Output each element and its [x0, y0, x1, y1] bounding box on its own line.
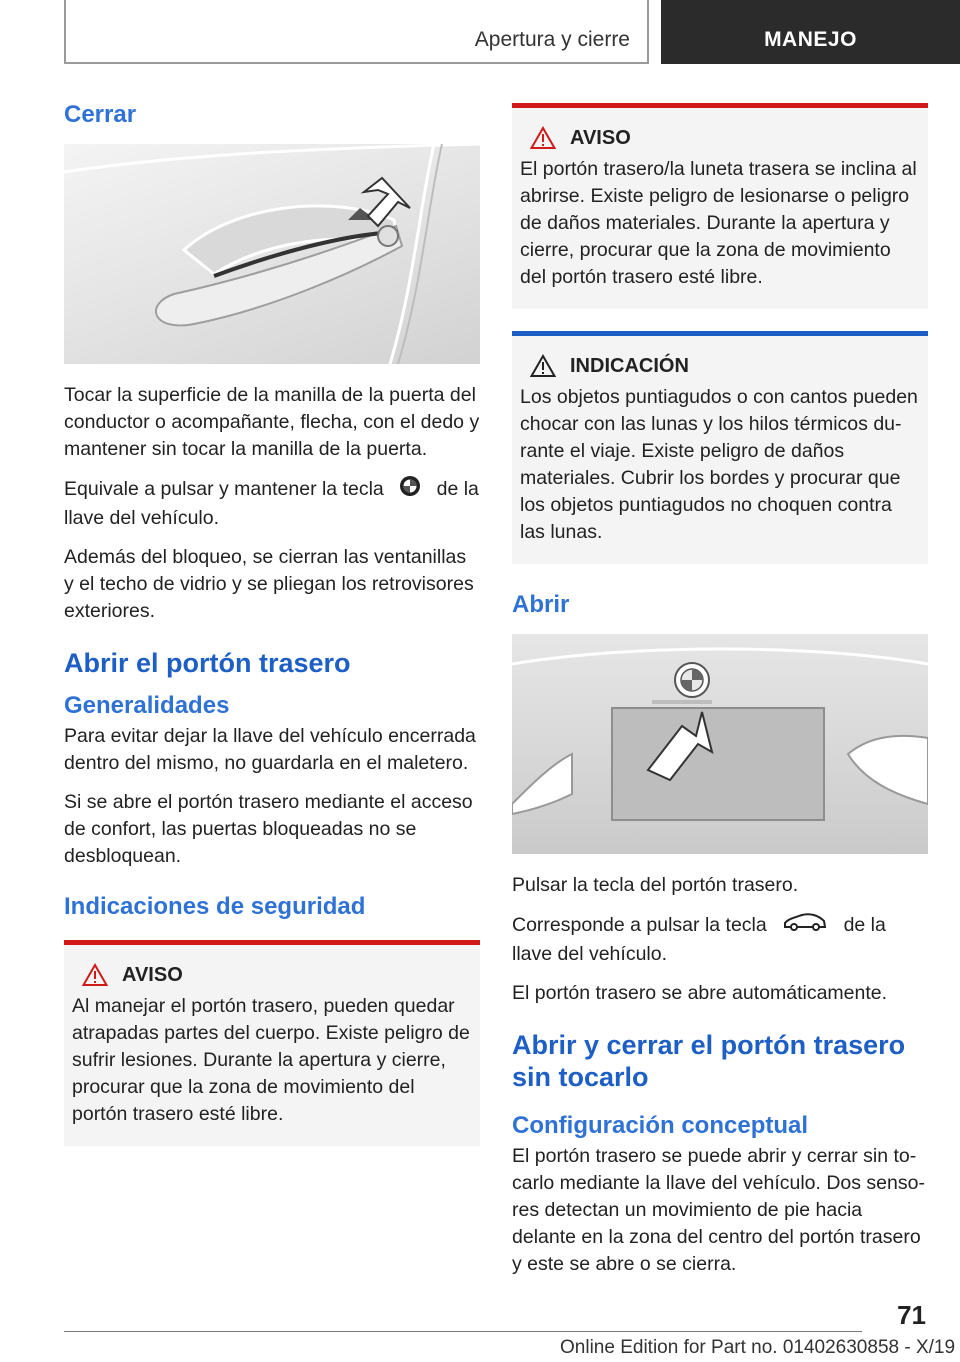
abrir-paragraph-2: [512, 911, 928, 968]
footer-edition: Online Edition for Part no. 01402630858 - X/19: [560, 1337, 956, 1358]
abrir-paragraph-2-before: Corresponde a pulsar la tecla: [512, 914, 767, 937]
page-number: 71: [897, 1300, 926, 1330]
left-column: [64, 100, 480, 1168]
generalidades-paragraph-2: Si se abre el portón trasero mediante el acceso de confort, las puertas bloqueadas no se desbloquean.: [64, 791, 473, 867]
header-section-title: Apertura y cierre: [474, 28, 630, 51]
aviso-2-title: AVISO: [570, 126, 631, 149]
cerrar-paragraph-3: Además del bloqueo, se cierran las ventanillas y el techo de vidrio y se pliegan los retrovisores exteriores.: [64, 546, 474, 622]
warning-triangle-icon: [530, 126, 556, 150]
aviso-1-text: Al manejar el portón trasero, pueden quedar atrapadas partes del cuerpo. Existe peligro de sufrir lesiones. Durante la apertura y cierre, procurar que la zona de movimiento del portón trasero esté libre.: [72, 995, 470, 1125]
door-handle-drawing: [64, 144, 480, 364]
abrir-porton-heading: Abrir el portón trasero: [64, 648, 351, 678]
aviso-notice-2: [512, 103, 928, 309]
right-column: [512, 103, 928, 1290]
trunk-illustration: [512, 634, 928, 854]
abrir-paragraph-1: Pulsar la tecla del portón trasero.: [512, 874, 799, 896]
header-chapter-tab[interactable]: MANEJO: [661, 0, 960, 64]
bmw-logo-icon: [399, 475, 421, 505]
warning-triangle-icon: [82, 963, 108, 987]
indicacion-text: Los objetos puntiagudos o con cantos pueden chocar con las lunas y los hilos térmicos durante el viaje. Existe peligro de daños materiales. Cubrir los bordes y procurar que los objetos puntiagudos no choquen contra las lunas.: [520, 386, 918, 543]
indicacion-notice: [512, 331, 928, 564]
indicacion-title: INDICACIÓN: [570, 354, 689, 377]
abrir-heading: Abrir: [512, 591, 570, 618]
cerrar-heading: Cerrar: [64, 101, 137, 128]
cerrar-paragraph-1: Tocar la superficie de la manilla de la puerta del conductor o acompañante, flecha, con el dedo y mantener sin tocar la manilla de la puerta.: [64, 384, 480, 460]
sin-tocarlo-heading: Abrir y cerrar el portón trasero sin tocarlo: [512, 1030, 906, 1092]
generalidades-heading: Generalidades: [64, 692, 230, 719]
footer-divider: [64, 1331, 862, 1332]
door-handle-illustration: [64, 144, 480, 364]
aviso-1-title: AVISO: [122, 963, 183, 986]
cerrar-paragraph-2: [64, 475, 480, 532]
seguridad-heading: Indicaciones de seguridad: [64, 893, 366, 920]
abrir-paragraph-2-after: de la llave del vehículo.: [512, 914, 886, 965]
concepto-paragraph: El portón trasero se puede abrir y cerrar sin tocarlo mediante la llave del vehículo. Dos sensores detectan un movimiento de pie hacia delante en la zona del centro del portón trasero y este se abre o se cierra.: [512, 1145, 925, 1275]
warning-triangle-icon: [530, 354, 556, 378]
aviso-notice-1: [64, 940, 480, 1146]
trunk-drawing: [512, 634, 928, 854]
cerrar-paragraph-2-after: de la llave del vehículo.: [64, 478, 479, 529]
car-trunk-icon: [782, 911, 828, 941]
generalidades-paragraph-1: Para evitar dejar la llave del vehículo encerrada dentro del mismo, no guardarla en el maletero.: [64, 725, 476, 774]
concepto-heading: Configuración conceptual: [512, 1112, 809, 1139]
cerrar-paragraph-2-before: Equivale a pulsar y mantener la tecla: [64, 478, 384, 501]
abrir-paragraph-3: El portón trasero se abre automáticamente.: [512, 982, 888, 1004]
aviso-2-text: El portón trasero/la luneta trasera se inclina al abrirse. Existe peligro de lesionarse o peligro de daños materiales. Durante la apertura y cierre, procurar que la zona de movimiento del portón trasero esté libre.: [520, 158, 917, 288]
